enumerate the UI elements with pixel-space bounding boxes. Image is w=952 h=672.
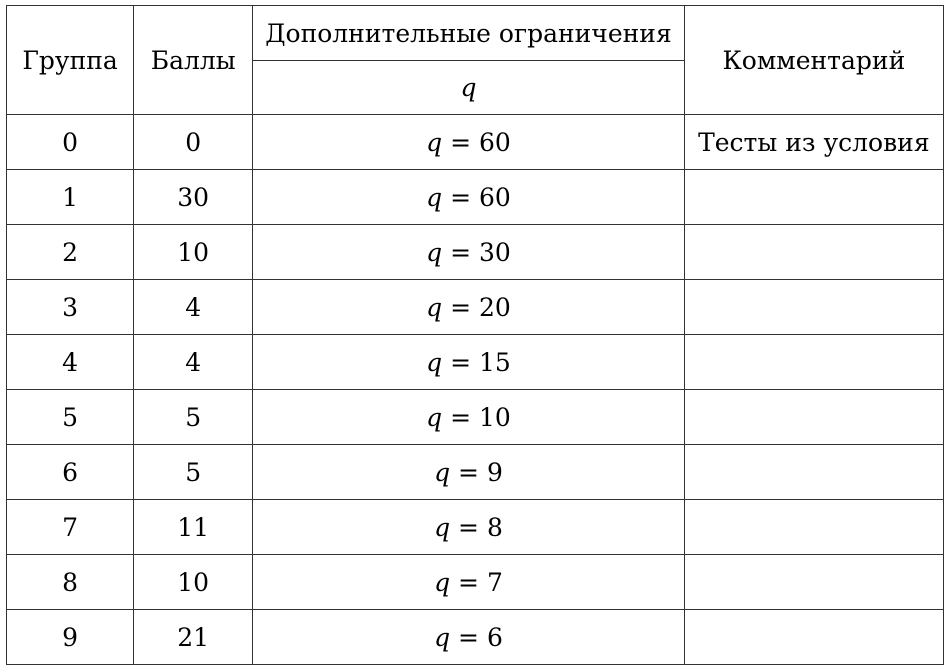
- limit-equals: =: [442, 127, 479, 157]
- cell-score: 4: [134, 335, 253, 390]
- cell-group: 4: [7, 335, 134, 390]
- cell-limit: [253, 280, 684, 335]
- cell-limit: [253, 555, 684, 610]
- cell-score: 5: [134, 390, 253, 445]
- limit-value: 9: [486, 457, 503, 487]
- limit-equals: =: [442, 182, 479, 212]
- cell-group: 0: [7, 115, 134, 170]
- header-group: Группа: [7, 6, 134, 115]
- cell-group: 2: [7, 225, 134, 280]
- cell-group: 1: [7, 170, 134, 225]
- limit-variable-q: q: [426, 402, 443, 432]
- header-limits: Дополнительные ограничения: [253, 6, 684, 61]
- limit-value: 10: [479, 402, 511, 432]
- limit-equals: =: [442, 402, 479, 432]
- cell-comment: [684, 500, 943, 555]
- limit-equals: =: [450, 622, 487, 652]
- cell-limit: [253, 445, 684, 500]
- cell-comment: [684, 170, 943, 225]
- table-row: [7, 610, 944, 665]
- limit-value: 20: [479, 292, 511, 322]
- table-row: [7, 115, 944, 170]
- cell-score: 10: [134, 225, 253, 280]
- header-row: [7, 6, 944, 61]
- cell-group: 3: [7, 280, 134, 335]
- header-score: Баллы: [134, 6, 253, 115]
- cell-limit: [253, 225, 684, 280]
- table-row: [7, 225, 944, 280]
- cell-comment: [684, 555, 943, 610]
- cell-group: 6: [7, 445, 134, 500]
- subtasks-table: [6, 5, 944, 665]
- limit-value: 15: [479, 347, 511, 377]
- limit-variable-q: q: [426, 237, 443, 267]
- cell-score: 21: [134, 610, 253, 665]
- cell-score: 0: [134, 115, 253, 170]
- limit-value: 8: [486, 512, 503, 542]
- cell-comment: [684, 390, 943, 445]
- cell-limit: [253, 115, 684, 170]
- limit-variable-q: q: [426, 127, 443, 157]
- cell-score: 30: [134, 170, 253, 225]
- table-row: [7, 335, 944, 390]
- header-comment: Комментарий: [684, 6, 943, 115]
- cell-comment: [684, 610, 943, 665]
- cell-score: 11: [134, 500, 253, 555]
- table-row: [7, 445, 944, 500]
- limit-equals: =: [442, 292, 479, 322]
- limit-variable-q: q: [434, 567, 451, 597]
- limit-value: 60: [479, 182, 511, 212]
- limit-variable-q: q: [434, 512, 451, 542]
- limit-equals: =: [442, 347, 479, 377]
- cell-limit: [253, 610, 684, 665]
- limit-value: 60: [479, 127, 511, 157]
- header-limit-variable: [253, 61, 684, 115]
- cell-comment: [684, 335, 943, 390]
- cell-group: 5: [7, 390, 134, 445]
- cell-comment: [684, 445, 943, 500]
- limit-equals: =: [442, 237, 479, 267]
- cell-limit: [253, 170, 684, 225]
- cell-comment: Тесты из условия: [684, 115, 943, 170]
- table-body: [7, 115, 944, 665]
- table-row: [7, 555, 944, 610]
- table-row: [7, 280, 944, 335]
- cell-limit: [253, 335, 684, 390]
- limit-variable-q: q: [434, 457, 451, 487]
- limit-equals: =: [450, 512, 487, 542]
- limit-variable-q: q: [434, 622, 451, 652]
- cell-group: 9: [7, 610, 134, 665]
- table-row: [7, 390, 944, 445]
- cell-comment: [684, 280, 943, 335]
- limit-variable-q: q: [426, 292, 443, 322]
- cell-group: 8: [7, 555, 134, 610]
- limit-variable-q: q: [426, 347, 443, 377]
- table-row: [7, 170, 944, 225]
- limit-value: 6: [486, 622, 503, 652]
- cell-limit: [253, 500, 684, 555]
- cell-score: 5: [134, 445, 253, 500]
- table-row: [7, 500, 944, 555]
- limit-value: 30: [479, 237, 511, 267]
- cell-group: 7: [7, 500, 134, 555]
- cell-comment: [684, 225, 943, 280]
- limit-variable-q: q: [460, 73, 477, 102]
- cell-limit: [253, 390, 684, 445]
- limit-equals: =: [450, 567, 487, 597]
- limit-equals: =: [450, 457, 487, 487]
- cell-score: 4: [134, 280, 253, 335]
- cell-score: 10: [134, 555, 253, 610]
- limit-variable-q: q: [426, 182, 443, 212]
- limit-value: 7: [486, 567, 503, 597]
